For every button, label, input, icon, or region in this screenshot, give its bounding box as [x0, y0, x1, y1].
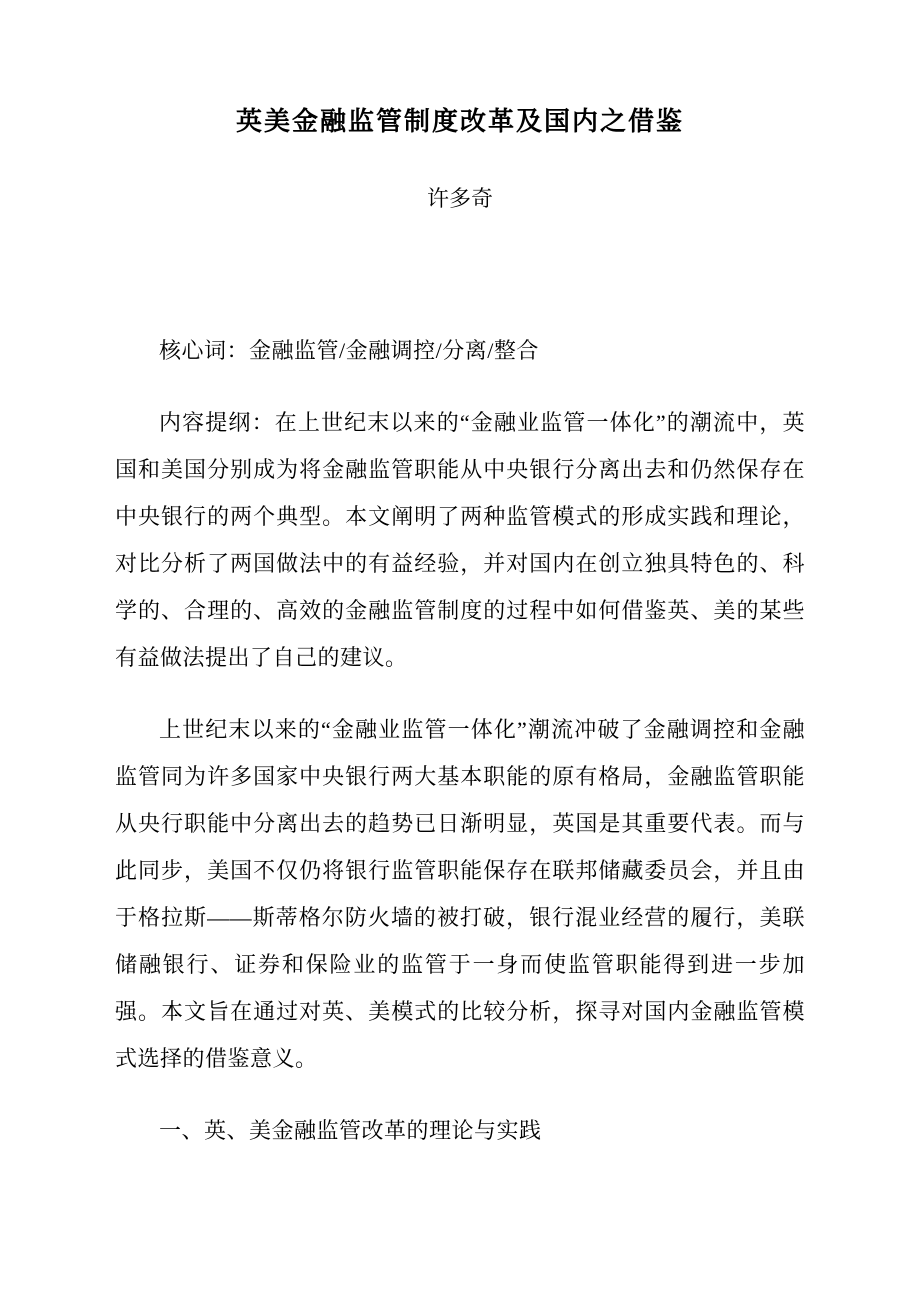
document-title: 英美金融监管制度改革及国内之借鉴 — [235, 107, 684, 137]
abstract-paragraph: 内容提纲：在上世纪末以来的“金融业监管一体化”的潮流中，英国和美国分别成为将金融监管职能从中央银行分离出去和仍然保存在中央银行的两个典型。本文阐明了两种监管模式的形成实践和理论，对比分析了两国做法中的有益经验，并对国内在创立独具特色的、科学的、合理的、高效的金融监管制度的过程中如何借鉴英、美的某些有益做法提出了自己的建议。 — [115, 410, 805, 670]
keywords-line: 核心词：金融监管/金融调控/分离/整合 — [159, 338, 539, 363]
section-heading: 一、英、美金融监管改革的理论与实践 — [159, 1118, 542, 1143]
document-author: 许多奇 — [426, 187, 493, 212]
body-paragraph: 上世纪末以来的“金融业监管一体化”潮流冲破了金融调控和金融监管同为许多国家中央银行两大基本职能的原有格局，金融监管职能从央行职能中分离出去的趋势已日渐明显，英国是其重要代表。而与此同步，美国不仅仍将银行监管职能保存在联邦储藏委员会，并且由于格拉斯——斯蒂格尔防火墙的被打破，银行混业经营的履行，美联储融银行、证券和保险业的监管于一身而使监管职能得到进一步加强。本文旨在通过对英、美模式的比较分析，探寻对国内金融监管模式选择的借鉴意义。 — [115, 717, 805, 1071]
